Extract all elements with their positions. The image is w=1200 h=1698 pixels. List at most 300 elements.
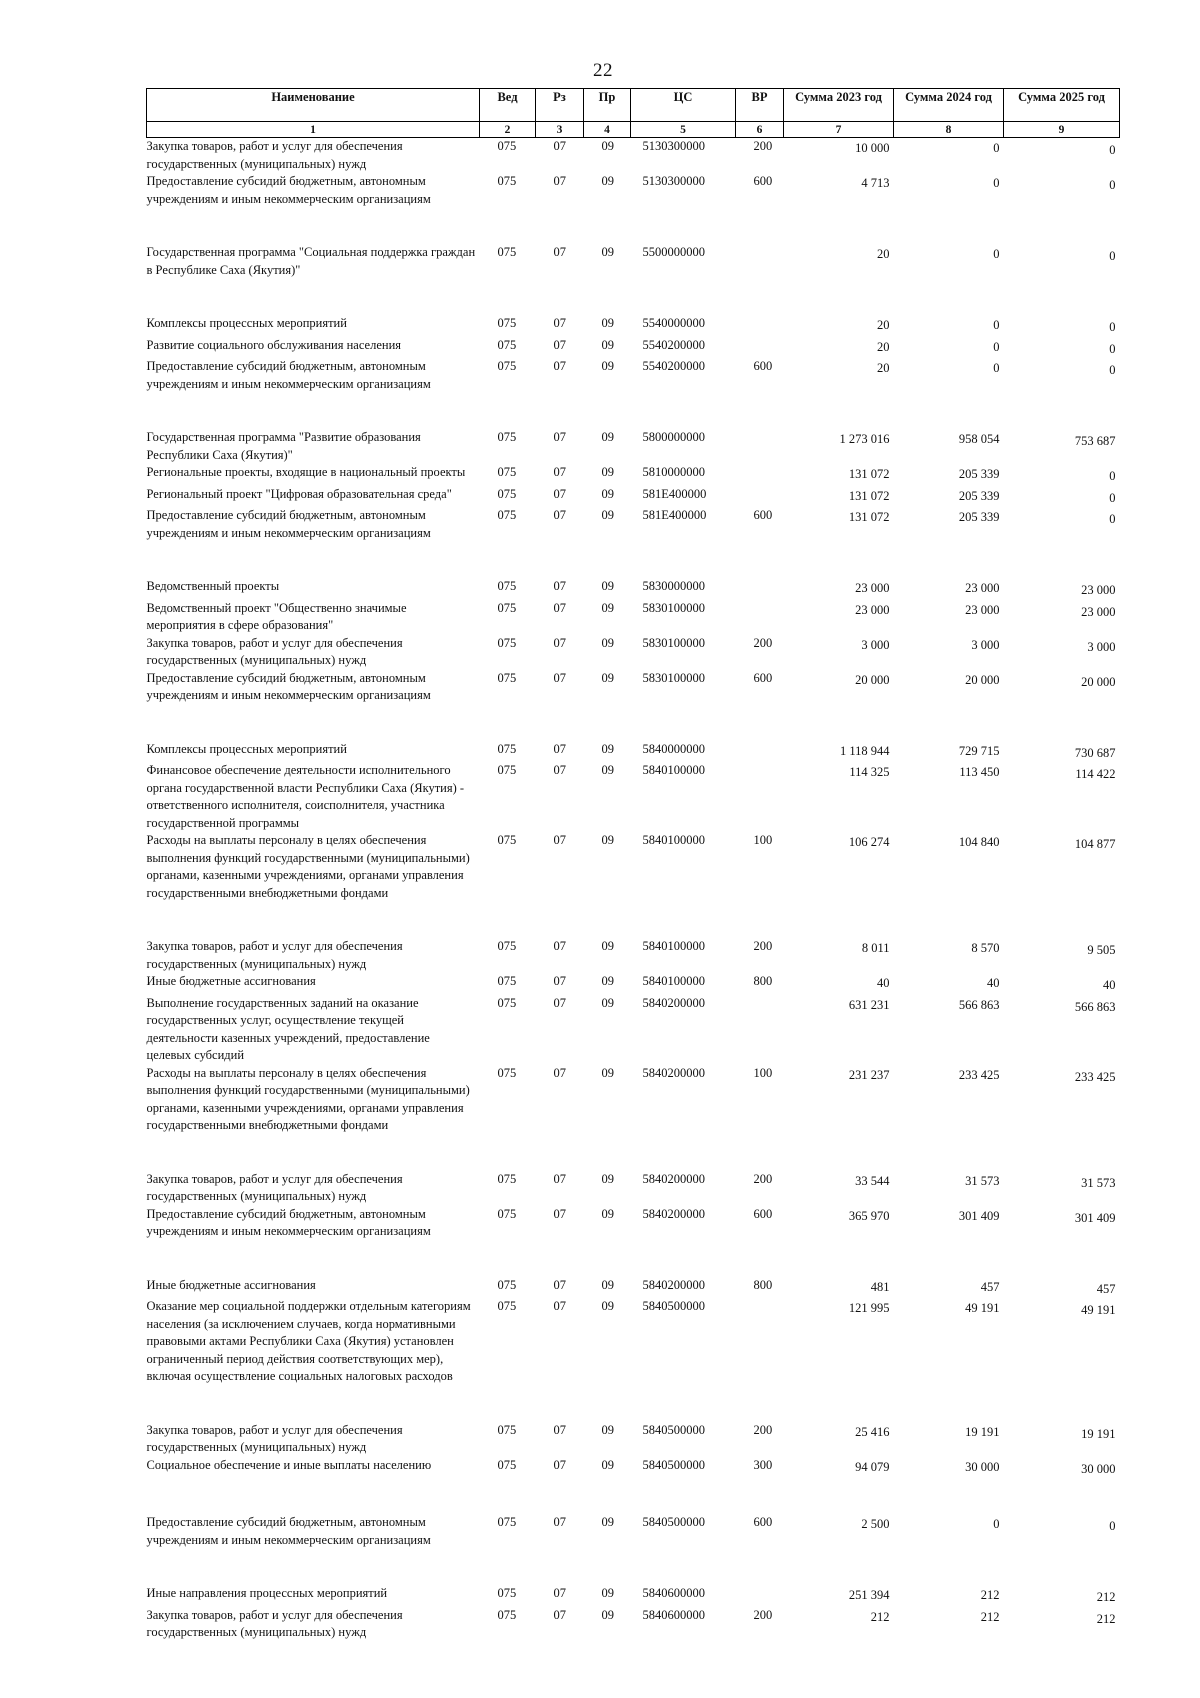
- row-spacer-cell: [147, 542, 1120, 578]
- row-sum-2024: 301 409: [958, 1208, 1000, 1223]
- row-rz: 07: [553, 337, 566, 352]
- row-name: Закупка товаров, работ и услуг для обеспечения государственных (муниципальных) нужд: [146, 1171, 403, 1203]
- row-sum-2024: 0: [993, 339, 1000, 354]
- row-cs: 5840200000: [642, 1171, 705, 1186]
- row-rz: 07: [553, 1586, 566, 1600]
- row-ved: 075: [497, 139, 517, 153]
- row-sum-2024: 31 573: [965, 1173, 1000, 1188]
- row-sum-2025: 3 000: [1087, 639, 1116, 654]
- row-sum-2023: 251 394: [848, 1588, 890, 1602]
- row-cs: 5840100000: [642, 763, 705, 777]
- row-rz: 07: [553, 486, 566, 501]
- row-rz: 07: [553, 174, 566, 188]
- row-cs: 581E400000: [642, 486, 707, 501]
- row-ved: 075: [497, 1586, 517, 1600]
- row-name: Расходы на выплаты персоналу в целях обеспечения выполнения функций государственными (муниципальными) органами, казенными учреждениями, органами управления государственными внебюджетными фондами: [146, 833, 470, 900]
- row-ved: 075: [497, 600, 517, 615]
- row-pr: 09: [601, 465, 614, 479]
- row-sum-2024: 113 450: [959, 765, 1000, 779]
- row-sum-2023: 20: [877, 361, 890, 375]
- row-sum-2023: 20 000: [855, 672, 890, 687]
- row-sum-2024: 457: [980, 1279, 1000, 1294]
- row-rz: 07: [553, 430, 566, 444]
- row-rz: 07: [553, 1277, 566, 1292]
- row-pr: 09: [601, 1065, 614, 1080]
- row-sum-2023: 20: [877, 318, 890, 332]
- row-pr: 09: [601, 974, 614, 988]
- row-name: Иные направления процессных мероприятий: [146, 1586, 388, 1600]
- row-pr: 09: [601, 741, 614, 756]
- row-name: Закупка товаров, работ и услуг для обеспечения государственных (муниципальных) нужд: [146, 139, 403, 171]
- table-row: [147, 315, 1120, 337]
- row-cs: 5830100000: [642, 600, 705, 615]
- row-sum-2024: 205 339: [958, 510, 1000, 524]
- row-pr: 09: [601, 635, 614, 650]
- table-row: [147, 762, 1120, 832]
- row-vr: [736, 244, 784, 279]
- row-cs: 5840600000: [642, 1607, 705, 1622]
- row-ved: 075: [497, 337, 517, 352]
- row-ved: 075: [497, 174, 517, 188]
- row-ved: 075: [497, 939, 517, 953]
- row-name: Закупка товаров, работ и услуг для обеспечения государственных (муниципальных) нужд: [146, 1607, 403, 1639]
- row-ved: 075: [497, 1206, 517, 1221]
- row-cs: 5840600000: [642, 1586, 705, 1600]
- row-vr: 200: [753, 635, 773, 650]
- row-sum-2023: 33 544: [855, 1173, 890, 1188]
- row-sum-2023: 131 072: [848, 488, 890, 503]
- row-spacer: [147, 279, 1120, 315]
- row-rz: 07: [553, 1206, 566, 1221]
- row-ved: 075: [497, 465, 517, 479]
- row-sum-2025: 104 877: [1074, 837, 1116, 851]
- row-spacer-cell: [147, 902, 1120, 938]
- row-ved: 075: [497, 579, 517, 593]
- table-row: [147, 938, 1120, 973]
- row-name: Иные бюджетные ассигнования: [146, 1277, 316, 1292]
- row-cs: 5500000000: [642, 245, 705, 259]
- row-ved: 075: [497, 635, 517, 650]
- row-pr: 09: [601, 1586, 614, 1600]
- row-vr: [736, 464, 784, 486]
- row-name: Иные бюджетные ассигнования: [146, 974, 316, 988]
- row-cs: 5800000000: [642, 430, 705, 444]
- row-sum-2025: 301 409: [1074, 1210, 1116, 1225]
- row-spacer: [147, 542, 1120, 578]
- row-sum-2025: 753 687: [1074, 434, 1116, 448]
- row-name: Региональные проекты, входящие в национальный проекты: [146, 465, 466, 479]
- column-number: 9: [1004, 122, 1120, 138]
- row-sum-2025: 0: [1109, 363, 1116, 377]
- header-sum-2023: Сумма 2023 год: [784, 89, 894, 122]
- table-row: [147, 670, 1120, 705]
- row-rz: 07: [553, 1515, 566, 1529]
- row-sum-2024: 729 715: [958, 743, 1000, 758]
- row-cs: 5540000000: [642, 316, 705, 330]
- column-number: 3: [536, 122, 584, 138]
- row-vr: [736, 486, 784, 508]
- row-vr: [736, 741, 784, 763]
- row-pr: 09: [601, 245, 614, 259]
- row-spacer: [147, 705, 1120, 741]
- table-row: [147, 358, 1120, 393]
- row-name: Предоставление субсидий бюджетным, автономным учреждениям и иным некоммерческим организациям: [146, 1206, 431, 1238]
- row-cs: 5540200000: [642, 359, 705, 373]
- row-sum-2023: 2 500: [861, 1517, 890, 1531]
- row-cs: 5840000000: [642, 741, 705, 756]
- row-vr: 600: [753, 174, 773, 188]
- row-sum-2024: 49 191: [965, 1301, 1000, 1315]
- row-sum-2025: 0: [1109, 512, 1116, 526]
- table-row: [147, 578, 1120, 600]
- row-spacer-cell: [147, 1549, 1120, 1585]
- row-sum-2025: 31 573: [1081, 1175, 1116, 1190]
- row-spacer-cell: [147, 279, 1120, 315]
- row-vr: [736, 762, 784, 832]
- row-rz: 07: [553, 763, 566, 777]
- row-name: Государственная программа "Развитие образования Республики Саха (Якутия)": [146, 430, 421, 462]
- row-spacer: [147, 393, 1120, 429]
- table-row: [147, 244, 1120, 279]
- row-cs: 5830100000: [642, 670, 705, 685]
- row-sum-2025: 9 505: [1087, 943, 1116, 957]
- row-cs: 5840500000: [642, 1422, 705, 1437]
- row-name: Развитие социального обслуживания населения: [146, 337, 402, 352]
- row-rz: 07: [553, 974, 566, 988]
- table-row: [147, 1277, 1120, 1299]
- row-rz: 07: [553, 670, 566, 685]
- row-sum-2023: 1 273 016: [839, 432, 890, 446]
- row-spacer: [147, 208, 1120, 244]
- row-rz: 07: [553, 635, 566, 650]
- row-pr: 09: [601, 316, 614, 330]
- table-row: [147, 600, 1120, 635]
- row-rz: 07: [553, 579, 566, 593]
- row-name: Финансовое обеспечение деятельности исполнительного органа государственной власти Республики Саха (Якутия) - ответственного исполнителя, соисполнителя, участника государственной программы: [146, 763, 465, 830]
- row-sum-2025: 730 687: [1074, 745, 1116, 760]
- table-row: [147, 486, 1120, 508]
- row-spacer-cell: [147, 1478, 1120, 1514]
- column-number: 2: [480, 122, 536, 138]
- row-name: Предоставление субсидий бюджетным, автономным учреждениям и иным некоммерческим организациям: [146, 508, 431, 540]
- row-sum-2024: 0: [993, 318, 1000, 332]
- row-sum-2023: 10 000: [855, 141, 890, 155]
- row-sum-2025: 0: [1109, 469, 1116, 483]
- row-sum-2024: 40: [987, 976, 1000, 990]
- row-sum-2024: 233 425: [958, 1067, 1000, 1082]
- row-sum-2025: 212: [1096, 1611, 1116, 1626]
- row-vr: 100: [753, 833, 773, 847]
- row-pr: 09: [601, 430, 614, 444]
- row-ved: 075: [497, 430, 517, 444]
- row-ved: 075: [497, 670, 517, 685]
- row-cs: 581E400000: [642, 508, 707, 522]
- row-cs: 5130300000: [642, 139, 705, 153]
- row-pr: 09: [601, 995, 614, 1010]
- row-ved: 075: [497, 486, 517, 501]
- row-spacer: [147, 1241, 1120, 1277]
- row-ved: 075: [497, 1065, 517, 1080]
- row-spacer-cell: [147, 208, 1120, 244]
- row-ved: 075: [497, 741, 517, 756]
- row-sum-2025: 0: [1109, 341, 1116, 356]
- row-vr: 200: [753, 1171, 773, 1186]
- row-rz: 07: [553, 465, 566, 479]
- row-sum-2023: 631 231: [848, 997, 890, 1012]
- row-cs: 5810000000: [642, 465, 705, 479]
- row-sum-2025: 49 191: [1081, 1303, 1116, 1317]
- table-row: [147, 1585, 1120, 1607]
- row-sum-2025: 0: [1109, 249, 1116, 263]
- row-vr: 300: [753, 1457, 773, 1472]
- row-sum-2023: 20: [877, 247, 890, 261]
- row-name: Региональный проект "Цифровая образовательная среда": [146, 486, 452, 501]
- row-spacer: [147, 1135, 1120, 1171]
- row-sum-2025: 40: [1103, 978, 1116, 992]
- row-sum-2023: 131 072: [848, 467, 890, 481]
- row-sum-2023: 114 325: [849, 765, 890, 779]
- table-row: [147, 995, 1120, 1065]
- row-sum-2025: 566 863: [1074, 999, 1116, 1014]
- column-number: 6: [736, 122, 784, 138]
- header-cs: ЦС: [631, 89, 736, 122]
- row-vr: 600: [753, 1515, 773, 1529]
- row-ved: 075: [497, 1277, 517, 1292]
- row-sum-2024: 0: [993, 141, 1000, 155]
- row-name: Комплексы процессных мероприятий: [146, 741, 347, 756]
- row-ved: 075: [497, 1299, 517, 1313]
- table-row: [147, 1422, 1120, 1457]
- row-vr: [736, 1585, 784, 1607]
- row-rz: 07: [553, 741, 566, 756]
- row-vr: 600: [753, 508, 773, 522]
- table-body: [147, 138, 1120, 1642]
- row-sum-2023: 365 970: [848, 1208, 890, 1223]
- row-sum-2025: 23 000: [1081, 583, 1116, 597]
- row-cs: 5840500000: [642, 1515, 705, 1529]
- row-sum-2024: 8 570: [971, 941, 1000, 955]
- row-pr: 09: [601, 1515, 614, 1529]
- table-row: [147, 1298, 1120, 1386]
- row-spacer-cell: [147, 1135, 1120, 1171]
- row-spacer-cell: [147, 393, 1120, 429]
- row-sum-2024: 958 054: [958, 432, 1000, 446]
- row-sum-2024: 205 339: [958, 488, 1000, 503]
- row-sum-2024: 566 863: [958, 997, 1000, 1012]
- row-sum-2023: 23 000: [855, 581, 890, 595]
- row-pr: 09: [601, 174, 614, 188]
- row-vr: 600: [753, 670, 773, 685]
- row-rz: 07: [553, 1422, 566, 1437]
- row-sum-2023: 40: [877, 976, 890, 990]
- table-row: [147, 635, 1120, 670]
- row-vr: [736, 315, 784, 337]
- row-sum-2025: 0: [1109, 1519, 1116, 1533]
- page-number: 22: [593, 60, 613, 81]
- row-sum-2023: 94 079: [855, 1459, 890, 1474]
- row-spacer-cell: [147, 705, 1120, 741]
- row-sum-2024: 212: [980, 1609, 1000, 1624]
- budget-table: [146, 88, 1120, 1642]
- header-ved: Вед: [480, 89, 536, 122]
- table-row: [147, 1065, 1120, 1135]
- row-vr: 100: [753, 1065, 773, 1080]
- row-pr: 09: [601, 1422, 614, 1437]
- row-pr: 09: [601, 670, 614, 685]
- row-sum-2025: 23 000: [1081, 604, 1116, 619]
- row-name: Закупка товаров, работ и услуг для обеспечения государственных (муниципальных) нужд: [146, 1422, 403, 1454]
- row-spacer: [147, 1386, 1120, 1422]
- row-pr: 09: [601, 359, 614, 373]
- row-ved: 075: [497, 974, 517, 988]
- row-cs: 5130300000: [642, 174, 705, 188]
- row-vr: [736, 995, 784, 1065]
- row-cs: 5840200000: [642, 995, 705, 1010]
- row-name: Ведомственный проекты: [146, 579, 280, 593]
- row-sum-2024: 205 339: [958, 467, 1000, 481]
- row-cs: 5840100000: [642, 974, 705, 988]
- row-sum-2025: 233 425: [1074, 1069, 1116, 1084]
- row-cs: 5840200000: [642, 1065, 705, 1080]
- row-rz: 07: [553, 1457, 566, 1472]
- row-pr: 09: [601, 600, 614, 615]
- header-vr: ВР: [736, 89, 784, 122]
- row-rz: 07: [553, 1299, 566, 1313]
- row-rz: 07: [553, 995, 566, 1010]
- row-sum-2023: 1 118 944: [839, 743, 890, 758]
- row-sum-2023: 4 713: [861, 176, 890, 190]
- row-pr: 09: [601, 1277, 614, 1292]
- row-ved: 075: [497, 1457, 517, 1472]
- row-ved: 075: [497, 1515, 517, 1529]
- row-spacer-cell: [147, 1241, 1120, 1277]
- row-name: Выполнение государственных заданий на оказание государственных услуг, осуществление текущей деятельности казенных учреждений, предоставление целевых субсидий: [146, 995, 430, 1062]
- row-sum-2023: 481: [870, 1279, 890, 1294]
- row-sum-2023: 121 995: [848, 1301, 890, 1315]
- table-row: [147, 832, 1120, 902]
- row-rz: 07: [553, 359, 566, 373]
- row-cs: 5830000000: [642, 579, 705, 593]
- row-sum-2024: 104 840: [958, 835, 1000, 849]
- row-sum-2025: 457: [1096, 1281, 1116, 1296]
- row-pr: 09: [601, 939, 614, 953]
- row-name: Предоставление субсидий бюджетным, автономным учреждениям и иным некоммерческим организациям: [146, 174, 431, 206]
- row-pr: 09: [601, 337, 614, 352]
- row-sum-2024: 0: [993, 1517, 1000, 1531]
- column-number: 4: [584, 122, 631, 138]
- row-name: Закупка товаров, работ и услуг для обеспечения государственных (муниципальных) нужд: [146, 635, 403, 667]
- row-spacer: [147, 1478, 1120, 1514]
- row-ved: 075: [497, 763, 517, 777]
- row-sum-2025: 30 000: [1081, 1461, 1116, 1476]
- row-cs: 5540200000: [642, 337, 705, 352]
- row-name: Закупка товаров, работ и услуг для обеспечения государственных (муниципальных) нужд: [146, 939, 403, 971]
- column-number-row: [147, 122, 1120, 138]
- row-cs: 5840200000: [642, 1277, 705, 1292]
- row-sum-2023: 25 416: [855, 1424, 890, 1439]
- row-sum-2023: 3 000: [861, 637, 890, 652]
- row-vr: [736, 429, 784, 464]
- row-sum-2024: 23 000: [965, 581, 1000, 595]
- row-pr: 09: [601, 579, 614, 593]
- row-sum-2024: 23 000: [965, 602, 1000, 617]
- row-vr: [736, 337, 784, 359]
- header-rz: Рз: [536, 89, 584, 122]
- row-pr: 09: [601, 1206, 614, 1221]
- table-row: [147, 138, 1120, 174]
- row-ved: 075: [497, 1607, 517, 1622]
- row-sum-2023: 212: [870, 1609, 890, 1624]
- row-pr: 09: [601, 1457, 614, 1472]
- header-name: Наименование: [147, 89, 480, 122]
- row-cs: 5840200000: [642, 1206, 705, 1221]
- row-name: Государственная программа "Социальная поддержка граждан в Республике Саха (Якутия)": [146, 245, 476, 277]
- row-pr: 09: [601, 486, 614, 501]
- row-vr: 200: [753, 139, 773, 153]
- row-vr: [736, 1298, 784, 1386]
- header-sum-2024: Сумма 2024 год: [894, 89, 1004, 122]
- row-sum-2025: 19 191: [1081, 1426, 1116, 1441]
- row-vr: 800: [753, 974, 773, 988]
- row-rz: 07: [553, 939, 566, 953]
- row-vr: [736, 600, 784, 635]
- row-ved: 075: [497, 1422, 517, 1437]
- row-spacer: [147, 902, 1120, 938]
- row-rz: 07: [553, 1171, 566, 1186]
- row-ved: 075: [497, 245, 517, 259]
- row-name: Социальное обеспечение и иные выплаты населению: [146, 1457, 432, 1472]
- table-row: [147, 1206, 1120, 1241]
- row-pr: 09: [601, 508, 614, 522]
- table-row: [147, 507, 1120, 542]
- row-pr: 09: [601, 833, 614, 847]
- row-pr: 09: [601, 1171, 614, 1186]
- row-sum-2024: 30 000: [965, 1459, 1000, 1474]
- row-name: Предоставление субсидий бюджетным, автономным учреждениям и иным некоммерческим организациям: [146, 1515, 431, 1547]
- row-name: Расходы на выплаты персоналу в целях обеспечения выполнения функций государственными (муниципальными) органами, казенными учреждениями, органами управления государственными внебюджетными фондами: [146, 1065, 470, 1132]
- row-rz: 07: [553, 600, 566, 615]
- column-number: 8: [894, 122, 1004, 138]
- row-vr: 200: [753, 939, 773, 953]
- column-number: 5: [631, 122, 736, 138]
- row-rz: 07: [553, 1607, 566, 1622]
- row-sum-2023: 8 011: [861, 941, 890, 955]
- row-spacer: [147, 1549, 1120, 1585]
- row-sum-2024: 0: [993, 176, 1000, 190]
- row-name: Предоставление субсидий бюджетным, автономным учреждениям и иным некоммерческим организациям: [146, 670, 431, 702]
- row-rz: 07: [553, 508, 566, 522]
- table-row: [147, 1457, 1120, 1479]
- row-rz: 07: [553, 1065, 566, 1080]
- row-name: Оказание мер социальной поддержки отдельным категориям населения (за исключением случаев, когда нормативными правовыми актами Республики Саха (Якутия) установлен ограниченный период действия соответствующих мер), включая осуществление социальных налоговых расходов: [146, 1299, 471, 1383]
- row-sum-2023: 131 072: [848, 510, 890, 524]
- column-number: 7: [784, 122, 894, 138]
- table-row: [147, 1171, 1120, 1206]
- row-cs: 5840100000: [642, 939, 705, 953]
- row-rz: 07: [553, 316, 566, 330]
- row-vr: 200: [753, 1422, 773, 1437]
- row-vr: 800: [753, 1277, 773, 1292]
- row-cs: 5830100000: [642, 635, 705, 650]
- table-row: [147, 337, 1120, 359]
- row-sum-2025: 212: [1096, 1590, 1116, 1604]
- row-sum-2024: 3 000: [971, 637, 1000, 652]
- row-pr: 09: [601, 1299, 614, 1313]
- row-rz: 07: [553, 833, 566, 847]
- row-sum-2024: 19 191: [965, 1424, 1000, 1439]
- row-pr: 09: [601, 139, 614, 153]
- row-name: Предоставление субсидий бюджетным, автономным учреждениям и иным некоммерческим организациям: [146, 359, 431, 391]
